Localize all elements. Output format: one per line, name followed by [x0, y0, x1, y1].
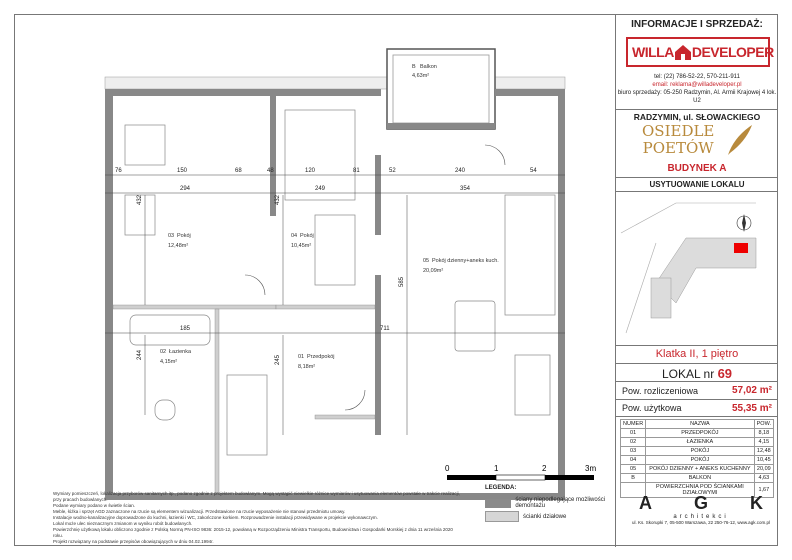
- svg-text:20,09m²: 20,09m²: [423, 268, 444, 274]
- svg-text:4,15m²: 4,15m²: [160, 359, 178, 365]
- note: Podane wymiary podano w świetle ścian.: [53, 503, 136, 508]
- terrace-strip: [105, 77, 565, 89]
- usable-area-label: Pow. użytkowa: [622, 403, 682, 413]
- room-label-01: [298, 354, 335, 370]
- room-label-02: [160, 349, 192, 365]
- svg-text:Balkon: Balkon: [420, 64, 437, 70]
- load-bearing-walls: [105, 89, 565, 500]
- site-map: [616, 193, 778, 343]
- legend-title: LEGENDA:: [485, 485, 517, 491]
- dim-top-7: 240: [455, 168, 466, 174]
- room-label-05: [423, 258, 499, 274]
- room-table-header: [621, 420, 774, 429]
- info-heading: INFORMACJE I SPRZEDAŻ:: [631, 19, 763, 30]
- room-table-header-num: NUMER: [621, 420, 646, 429]
- svg-text:03: 03: [168, 233, 175, 239]
- estate-line-1: OSIEDLE: [642, 122, 715, 140]
- table-row: 03 POKÓJ 12,48: [621, 447, 774, 456]
- usable-area-value: 55,35 m²: [731, 402, 772, 414]
- svg-text:01: 01: [298, 354, 305, 360]
- stair-floor: Klatka II, 1 piętro: [616, 345, 778, 360]
- legend-swatch-bearing: [485, 499, 511, 508]
- furniture: [125, 110, 555, 455]
- dim-second-1: 249: [315, 186, 326, 192]
- dim-mid-0: 185: [180, 326, 191, 332]
- svg-text:12,48m²: 12,48m²: [168, 243, 189, 249]
- architect-logo: [629, 493, 773, 541]
- architect-letters: A G K: [639, 493, 763, 513]
- dim-v1: 432: [137, 194, 143, 205]
- svg-text:02: 02: [160, 349, 167, 355]
- dim-v5: 245: [275, 354, 281, 365]
- svg-text:Pokój: Pokój: [177, 233, 191, 239]
- table-row: 05 POKÓJ DZIENNY + ANEKS KUCHENNY 20,09: [621, 465, 774, 474]
- svg-text:Przedpokój: Przedpokój: [307, 354, 335, 360]
- legend-text-partition: ścianki działowe: [523, 513, 567, 520]
- svg-text:B: B: [412, 64, 416, 70]
- svg-text:10,45m²: 10,45m²: [291, 243, 312, 249]
- room-table: [620, 419, 774, 498]
- dim-v4: 244: [137, 349, 143, 360]
- developer-logo: [626, 37, 774, 67]
- scale-2: 2: [542, 464, 547, 473]
- house-icon: [674, 43, 692, 61]
- table-row: 01 PRZEDPOKÓJ 8,18: [621, 429, 774, 438]
- floor-plan: [15, 15, 615, 547]
- settlement-area-row: [616, 381, 778, 399]
- contact-email: email: reklama@willadeveloper.pl: [652, 82, 742, 88]
- dim-top-row: [115, 168, 537, 174]
- table-row: B BALKON 4,63: [621, 474, 774, 483]
- notes: [53, 491, 463, 545]
- svg-text:Łazienka: Łazienka: [169, 349, 192, 355]
- scale-bar: [445, 463, 605, 493]
- note: Instalacje wodno-kanalizacyjne doprowadzone do kuchni, łazienki i WC, zakończone korkiem. Rozprowadzenie instalacji przewidywane w projekcie wykonawczym.: [53, 515, 378, 520]
- architect-word: architekci: [673, 514, 729, 520]
- dim-top-5: 81: [353, 168, 360, 174]
- unit-heading: [616, 363, 778, 381]
- dim-top-1: 150: [177, 168, 188, 174]
- dim-top-2: 68: [235, 168, 242, 174]
- svg-text:05: 05: [423, 258, 430, 264]
- legend-item-partition: [485, 511, 566, 522]
- settlement-area-value: 57,02 m²: [731, 385, 772, 396]
- svg-text:8,18m²: 8,18m²: [298, 364, 316, 370]
- note: Meble, łóżka i sprzęt AGD zaznaczone na rzucie są elementem wizualizacji. Przedstawione na rzucie wyposażenie nie stanowi przedmiotu umowy.: [53, 509, 346, 514]
- dim-vertical: [137, 194, 405, 365]
- dim-top-8: 54: [530, 168, 537, 174]
- dim-top-6: 52: [389, 168, 396, 174]
- legend-swatch-partition: [485, 511, 519, 522]
- scale-3: 3m: [585, 464, 597, 473]
- svg-text:Pokój dzienny+aneks kuch.: Pokój dzienny+aneks kuch.: [432, 258, 499, 264]
- balcony: [387, 49, 495, 129]
- location: RADZYMIN, ul. SŁOWACKIEGO: [616, 109, 778, 122]
- unit-location-marker: [734, 243, 748, 253]
- dim-v3: 585: [399, 276, 405, 287]
- contact-tel: tel: (22) 786-52-22, 570-211-911: [654, 74, 740, 80]
- building-label: BUDYNEK A: [667, 163, 727, 174]
- unit-number: 69: [717, 366, 733, 381]
- scale-0: 0: [445, 464, 450, 473]
- legend-text-bearing: ściany niepodlegające możliwości demontażu: [515, 497, 606, 509]
- compass-icon: [737, 214, 751, 232]
- room-table-header-area: POW.: [754, 420, 773, 429]
- placement-title: USYTUOWANIE LOKALU: [616, 177, 778, 192]
- dim-top-4: 120: [305, 168, 316, 174]
- sheet: [14, 14, 778, 546]
- estate-logo: [642, 123, 714, 157]
- svg-text:04: 04: [291, 233, 298, 239]
- dim-second-0: 294: [180, 186, 191, 192]
- note: Powierzchnię użytkową lokalu obliczono zgodnie z Polską Normą PN-ISO 9836: 2015-12, powołaną w Rozporządzeniu Ministra Transportu, Budownictwa i Gospodarki Morskiej z dnia 11 września 2020 roku.: [53, 527, 453, 538]
- room-table-header-name: NAZWA: [646, 420, 754, 429]
- dim-v2: 432: [275, 194, 281, 205]
- info-panel: [615, 15, 778, 547]
- note: Projekt rozwiązany na podstawie przepisów obowiązujących w dniu 04.02.1994r.: [53, 539, 214, 544]
- quill-icon: [724, 123, 754, 157]
- usable-area-row: [616, 399, 778, 417]
- dim-top-3: 48: [267, 168, 274, 174]
- note: Lokal może ulec nieznacznym zmianom w wyniku robót budowlanych.: [53, 521, 193, 526]
- room-label-04: [291, 233, 314, 249]
- unit-label: LOKAL nr: [661, 367, 715, 381]
- contact-block: [616, 73, 778, 105]
- contact-office: biuro sprzedaży: 05-250 Radzymin, Al. Armii Krajowej 4 lok. U2: [617, 90, 777, 104]
- dim-second-2: 354: [460, 186, 471, 192]
- architect-address: ul. Ks. Skorupki 7, 05-500 Warszawa, 22 250-76-12, www.agk.com.pl: [632, 520, 770, 525]
- settlement-area-label: Pow. rozliczeniowa: [622, 385, 699, 396]
- dim-top-0: 76: [115, 168, 122, 174]
- estate-line-2: POETÓW: [642, 139, 714, 157]
- note: Wymiary pomieszczeń, lokalizacja przyborów sanitarnych itp., podano zgodnie z projektem budowlanym. Mogą wystąpić niewielkie różnice wymiarów i usytuowania elementów powstałe w trakcie realizacji, przy pracach budowlanych.: [53, 491, 460, 502]
- svg-text:4,63m²: 4,63m²: [412, 73, 430, 79]
- legend-item-bearing: [485, 497, 615, 509]
- svg-text:Pokój: Pokój: [300, 233, 314, 239]
- table-row: 02 ŁAZIENKA 4,15: [621, 438, 774, 447]
- logo-left: WILLA: [632, 44, 674, 60]
- table-row: 04 POKÓJ 10,45: [621, 456, 774, 465]
- scale-1: 1: [494, 464, 499, 473]
- room-label-03: [168, 233, 191, 249]
- logo-right: DEVELOPER: [691, 44, 774, 60]
- table-row: POWIERZCHNIA POD ŚCIANKAMI DZIAŁOWYMI 1,67: [621, 483, 774, 498]
- dim-mid-1: 711: [380, 326, 390, 332]
